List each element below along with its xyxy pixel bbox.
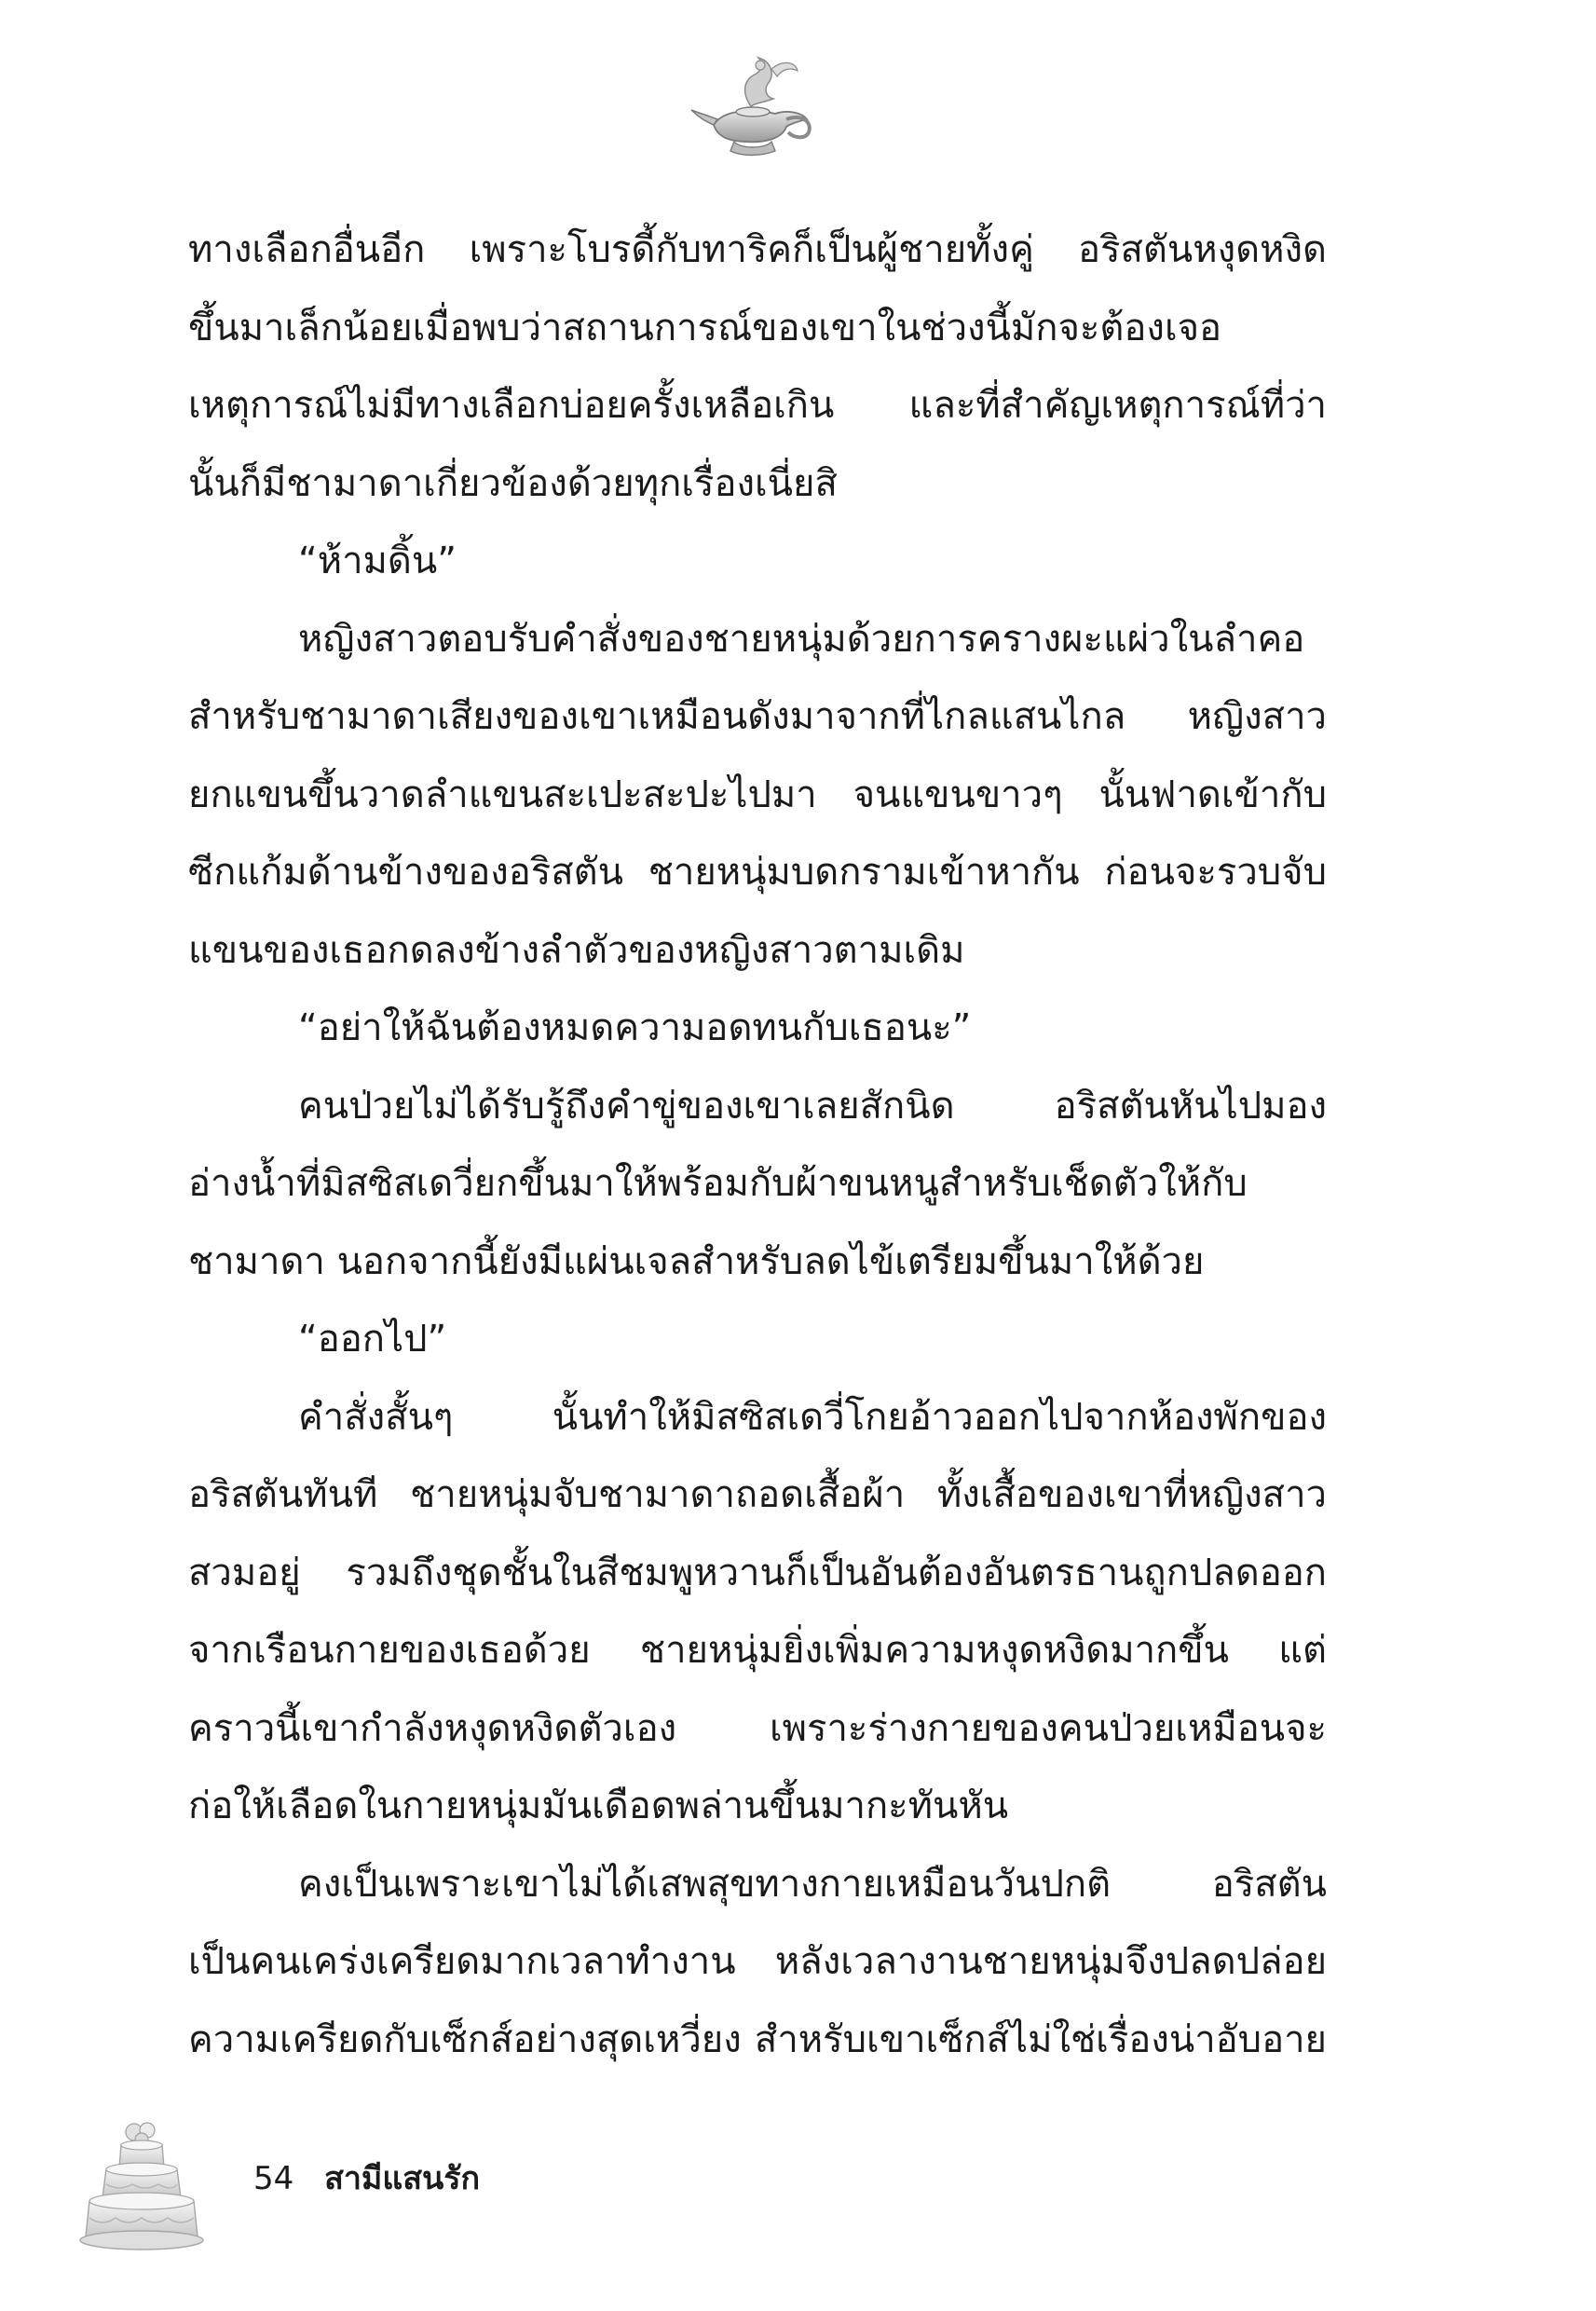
text-line: ความเครียดกับเซ็กส์อย่างสุดเหวี่ยง สำหรับเขาเซ็กส์ไม่ใช่เรื่องน่าอับอาย — [188, 2017, 1327, 2061]
text-line: หญิงสาวตอบรับคำสั่งของชายหนุ่มด้วยการครางผะแผ่วในลำคอ — [298, 617, 1305, 661]
text-line: ก่อให้เลือดในกายหนุ่มมันเดือดพล่านขึ้นมากะทันหัน — [188, 1785, 1009, 1827]
body-text — [188, 212, 1327, 2085]
text-line: เป็นคนเคร่งเครียดมากเวลาทำงาน หลังเวลางานชายหนุ่มจึงปลดปล่อย — [188, 1940, 1327, 1983]
text-line: สวมอยู่ รวมถึงชุดชั้นในสีชมพูหวานก็เป็นอันต้องอันตรธานถูกปลดออก — [188, 1551, 1327, 1594]
wedding-cake-icon — [76, 2115, 207, 2255]
text-line: แขนของเธอกดลงข้างลำตัวของหญิงสาวตามเดิม — [188, 928, 965, 972]
text-line: คงเป็นเพราะเขาไม่ได้เสพสุขทางกายเหมือนวันปกติ อริสตัน — [298, 1862, 1327, 1906]
text-line: คำสั่งสั้นๆ นั้นทำให้มิสซิสเดวี่โกยอ้าวออกไปจากห้องพักของ — [298, 1395, 1327, 1439]
page-footer — [253, 2151, 480, 2207]
text-line: สำหรับชามาดาเสียงของเขาเหมือนดังมาจากที่ไกลแสนไกล หญิงสาว — [188, 695, 1327, 738]
text-line: ยกแขนขึ้นวาดลำแขนสะเปะสะปะไปมา จนแขนขาวๆ นั้นฟาดเข้ากับ — [188, 773, 1327, 816]
text-line: ซีกแก้มด้านข้างของอริสตัน ชายหนุ่มบดกรามเข้าหากัน ก่อนจะรวบจับ — [188, 851, 1327, 894]
page-number: 54 — [253, 2160, 294, 2197]
text-line: นั้นก็มีชามาดาเกี่ยวข้องด้วยทุกเรื่องเนี่ยสิ — [188, 461, 838, 505]
text-line: ขึ้นมาเล็กน้อยเมื่อพบว่าสถานการณ์ของเขาในช่วงนี้มักจะต้องเจอ — [188, 306, 1222, 349]
dialogue-line: “อย่าให้ฉันต้องหมดความอดทนกับเธอนะ” — [298, 1006, 972, 1049]
book-title: สามีแสนรัก — [324, 2160, 481, 2197]
text-line: อริสตันทันที ชายหนุ่มจับชามาดาถอดเสื้อผ้า ทั้งเสื้อของเขาที่หญิงสาว — [188, 1473, 1327, 1516]
text-line: คนป่วยไม่ได้รับรู้ถึงคำขู่ของเขาเลยสักนิด อริสตันหันไปมอง — [298, 1084, 1327, 1128]
text-line: ชามาดา นอกจากนี้ยังมีแผ่นเจลสำหรับลดไข้เตรียมขึ้นมาให้ด้วย — [188, 1239, 1205, 1283]
text-line: จากเรือนกายของเธอด้วย ชายหนุ่มยิ่งเพิ่มความหงุดหงิดมากขึ้น แต่ — [188, 1629, 1327, 1672]
dialogue-line: “ห้ามดิ้น” — [298, 540, 457, 582]
dialogue-line: “ออกไป” — [298, 1318, 447, 1361]
text-line: อ่างน้ำที่มิสซิสเดวี่ยกขึ้นมาให้พร้อมกับผ้าขนหนูสำหรับเช็ดตัวให้กับ — [188, 1162, 1248, 1205]
text-line — [188, 2079, 1327, 2085]
genie-lamp-icon — [686, 48, 825, 160]
text-line: คราวนี้เขากำลังหงุดหงิดตัวเอง เพราะร่างกายของคนป่วยเหมือนจะ — [188, 1706, 1327, 1750]
text-line: เหตุการณ์ไม่มีทางเลือกบ่อยครั้งเหลือเกิน และที่สำคัญเหตุการณ์ที่ว่า — [188, 384, 1327, 427]
text-line: ทางเลือกอื่นอีก เพราะโบรดี้กับทาริคก็เป็นผู้ชายทั้งคู่ อริสตันหงุดหงิด — [188, 228, 1327, 271]
